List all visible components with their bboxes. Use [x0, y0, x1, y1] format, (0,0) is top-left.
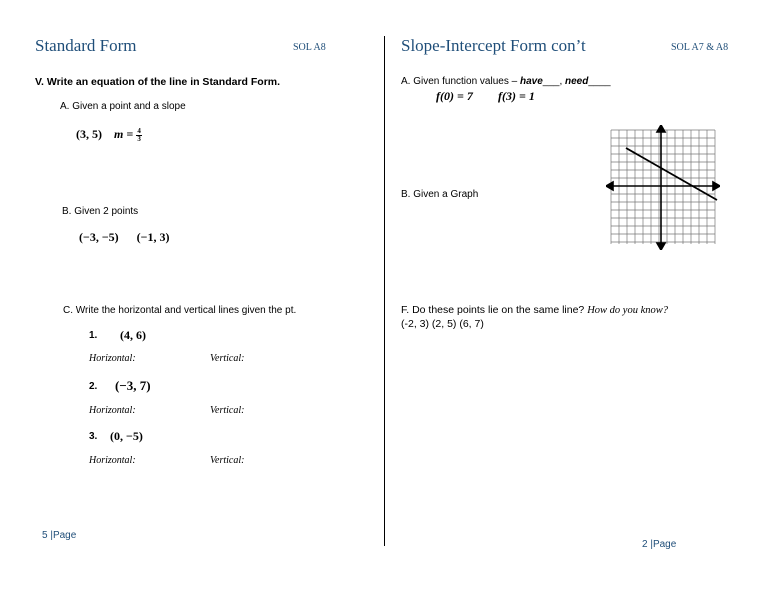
- y-axis-arrow-top: [657, 125, 665, 132]
- part-a-point: (3, 5): [76, 127, 102, 141]
- item-2-number: 2.: [89, 381, 98, 392]
- page-divider: [384, 36, 385, 546]
- item-1-horizontal: Horizontal:: [89, 353, 136, 364]
- item-3-horizontal: Horizontal:: [89, 455, 136, 466]
- part-b-label: B. Given 2 points: [62, 206, 139, 217]
- part-b-point-1: (−3, −5): [79, 230, 119, 244]
- y-axis-arrow-bottom: [657, 243, 665, 250]
- x-axis-arrow-right: [713, 182, 720, 190]
- part-a-label: A. Given a point and a slope: [60, 101, 186, 112]
- left-page-title: Standard Form: [35, 36, 137, 55]
- item-3-vertical: Vertical:: [210, 455, 245, 466]
- item-3-number: 3.: [89, 431, 98, 442]
- left-page-footer: 5 |Page: [42, 530, 77, 541]
- section-v-heading: V. Write an equation of the line in Standard Form.: [35, 76, 281, 88]
- slope-numerator: 4: [137, 126, 141, 135]
- part-a-equation: [76, 127, 142, 143]
- item-1-vertical: Vertical:: [210, 353, 245, 364]
- part-f-points: (-2, 3) (2, 5) (6, 7): [401, 318, 484, 330]
- function-value-f0: f(0) = 7: [436, 89, 473, 103]
- have-blank: ___,: [542, 76, 563, 87]
- coordinate-grid-graph: [606, 125, 720, 250]
- left-sol-label: SOL A8: [293, 42, 326, 53]
- part-b-points: [79, 230, 170, 245]
- have-text: have: [519, 76, 543, 87]
- function-value-f3: f(3) = 1: [498, 89, 535, 103]
- right-sol-label: SOL A7 & A8: [671, 42, 729, 53]
- slope-fraction: [136, 128, 142, 143]
- right-part-f-question: [401, 304, 668, 316]
- slope-denominator: 3: [137, 134, 141, 143]
- axes: [606, 125, 720, 250]
- part-f-prefix: F. Do these points lie on the same line?: [401, 304, 588, 316]
- part-c-label: C. Write the horizontal and vertical lines given the pt.: [63, 305, 297, 316]
- need-blank: ____: [588, 76, 611, 87]
- right-page-footer: 2 |Page: [642, 539, 677, 550]
- x-axis-arrow-left: [606, 182, 613, 190]
- item-2-vertical: Vertical:: [210, 405, 245, 416]
- item-2-point: (−3, 7): [115, 378, 151, 393]
- right-page-title: Slope-Intercept Form con’t: [401, 36, 586, 55]
- part-b-point-2: (−1, 3): [136, 230, 170, 244]
- right-part-a-label: [401, 76, 611, 87]
- grid-lines: [611, 130, 715, 244]
- need-text: need: [565, 76, 589, 87]
- item-2-horizontal: Horizontal:: [89, 405, 136, 416]
- part-f-italic: How do you know?: [587, 305, 668, 316]
- graphed-line: [626, 148, 717, 200]
- slope-label: m =: [114, 127, 134, 141]
- right-part-a-prefix: A. Given function values –: [401, 76, 520, 87]
- right-part-b-label: B. Given a Graph: [401, 189, 479, 200]
- item-1-number: 1.: [89, 330, 98, 341]
- item-3-point: (0, −5): [110, 429, 143, 443]
- item-1-point: (4, 6): [120, 328, 146, 342]
